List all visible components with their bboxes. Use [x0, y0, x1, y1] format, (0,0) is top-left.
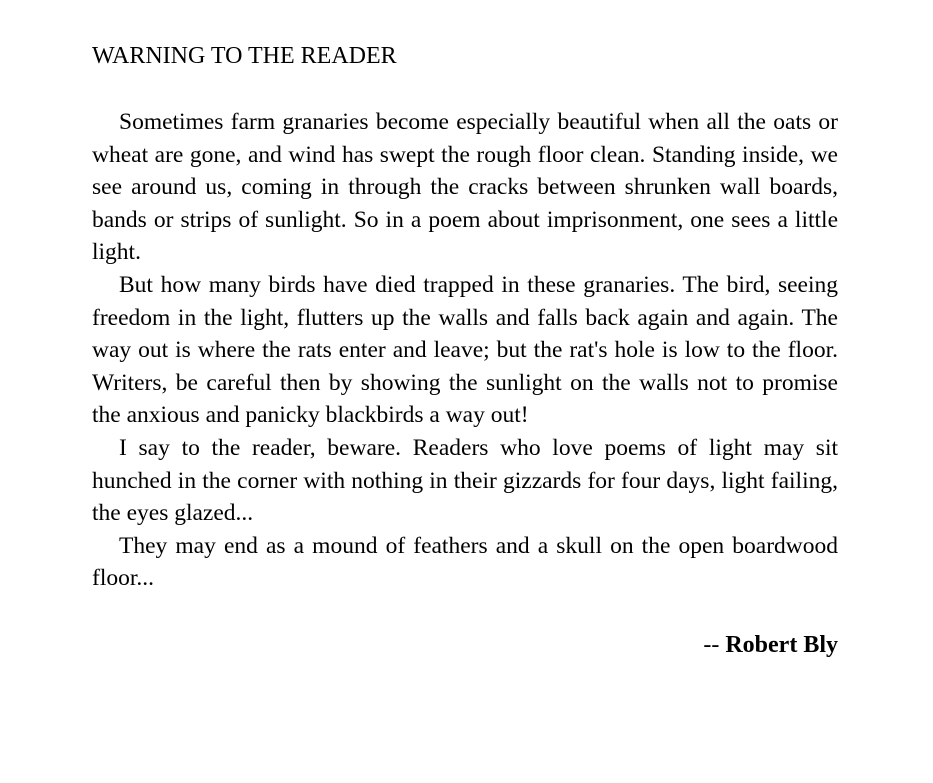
poem-title: WARNING TO THE READER [92, 43, 397, 69]
attribution-prefix: -- [703, 631, 726, 658]
poem-body [92, 106, 838, 595]
document-page [92, 40, 838, 661]
paragraph-3: I say to the reader, beware. Readers who love poems of light may sit hunched in the corner with nothing in their gizzards for four days, light failing, the eyes glazed... [92, 434, 838, 527]
paragraph-2: But how many birds have died trapped in these granaries. The bird, seeing freedom in the light, flutters up the walls and falls back again and again. The way out is where the rats enter and leave; but the rat's hole is low to the floor. Writers, be careful then by showing the sunlight on the walls not to promise the anxious and panicky blackbirds a way out! [92, 271, 838, 429]
attribution [92, 629, 838, 661]
paragraph-1: Sometimes farm granaries become especially beautiful when all the oats or wheat are gone, and wind has swept the rough floor clean. Standing inside, we see around us, coming in through the cracks between shrunken wall boards, bands or strips of sunlight. So in a poem about imprisonment, one sees a little light. [92, 109, 838, 266]
paragraph-4: They may end as a mound of feathers and a skull on the open boardwood floor... [92, 532, 838, 592]
author-name: Robert Bly [725, 631, 838, 658]
